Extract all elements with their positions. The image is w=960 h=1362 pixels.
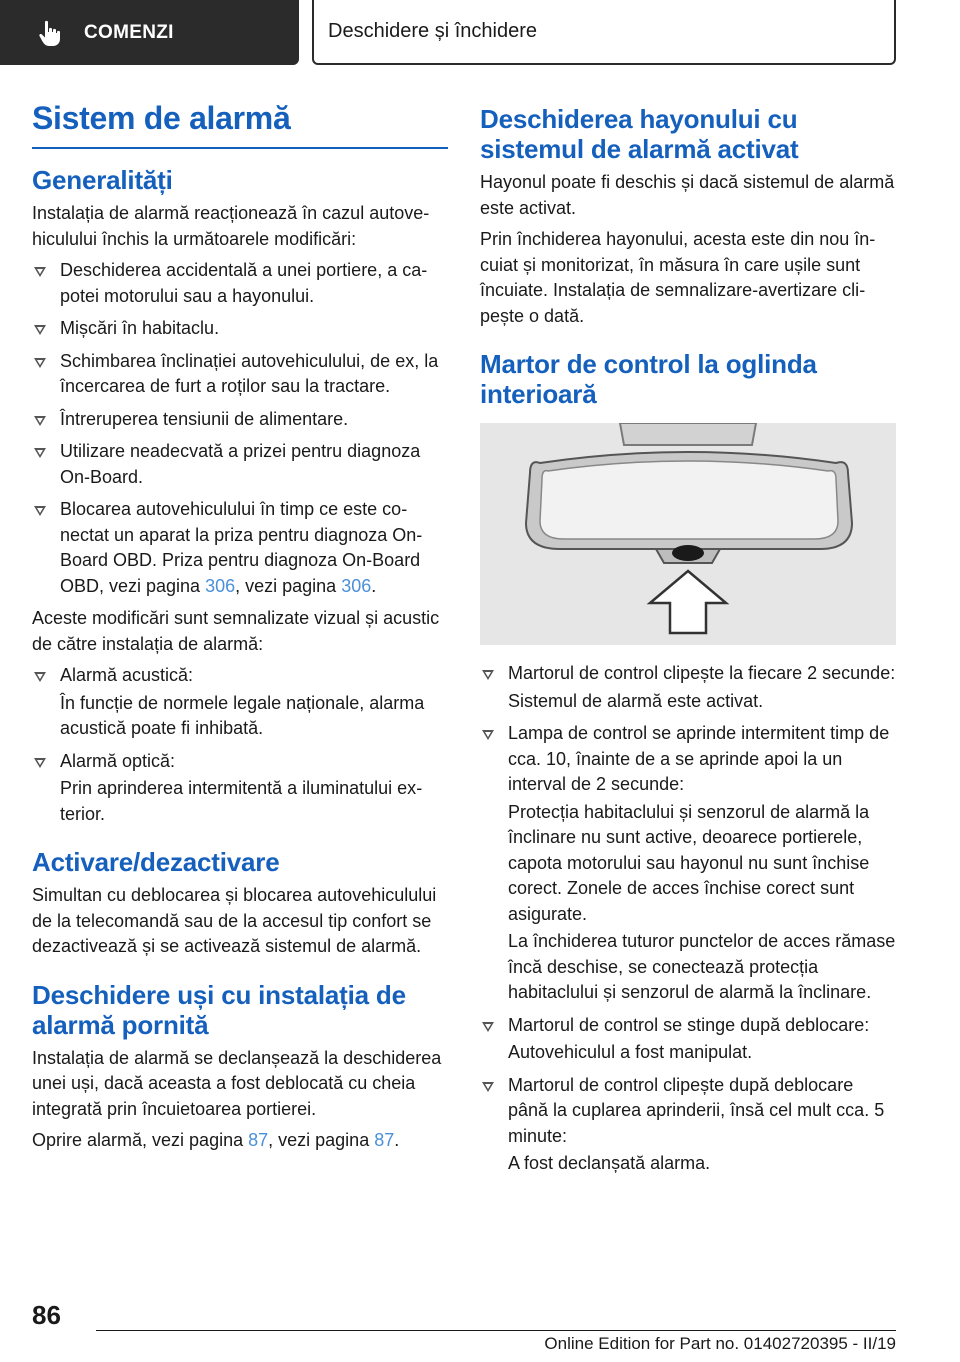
heading-activare: Activare/dezactivare [32, 847, 280, 877]
heading-usi: Deschidere uși cu instalația de alarmă pornită [32, 979, 406, 1040]
list-item: Lampa de control se aprinde intermitent timp de cca. 10, înainte de a se aprinde apoi la un interval de 2 secunde: Protecția habitaclului și senzorul de alarmă la înclinare nu sunt active, deoarece portierele, capota motorului sau hayonul nu sunt închise corect. Zonele de acces închise corect sunt asigurate. La închiderea tuturor punctelor de acces rămase încă deschise, se conectează protecția habitaclului și senzorul de alarmă la înclinare. [480, 721, 896, 1006]
hayon-p2: Prin închiderea hayonului, acesta este din nou încuiat și monitorizat, în măsura în care ușile sunt încuiate. Instalația de semnalizare-avertizare clipește o dată. [480, 229, 876, 326]
activare-text: Simultan cu deblocarea și blocarea autovehiculului de la telecomandă sau de la accesul tip confort se dezactivează și se activează sistemul de alarmă. [32, 885, 437, 956]
triangle-bullet-icon [34, 358, 46, 368]
page-number: 86 [32, 1300, 61, 1330]
list-item: Deschiderea accidentală a unei portiere, a capotei motorului sau a hayonului. [32, 258, 448, 309]
list-item: Schimbarea înclinației autovehiculului, de ex, la încercarea de furt a roților sau la tractare. [32, 349, 448, 400]
triangle-bullet-icon [34, 758, 46, 768]
list-item: Martorul de control clipește la fiecare 2 secunde: Sistemul de alarmă este activat. [480, 661, 896, 714]
edition-text: Online Edition for Part no. 01402720395 - II/19 [544, 1334, 896, 1353]
list-item: Alarmă optică: Prin aprinderea intermitentă a iluminatului exterior. [32, 749, 448, 828]
right-column [480, 104, 896, 1184]
stop-alarm-text: Oprire alarmă, vezi pagina 87, vezi pagina 87. [32, 1130, 400, 1150]
hayon-p1: Hayonul poate fi deschis și dacă sistemul de alarmă este activat. [480, 172, 895, 218]
triangle-bullet-icon [34, 448, 46, 458]
footer-divider [96, 1330, 896, 1331]
trigger-list [32, 258, 448, 599]
triangle-bullet-icon [482, 670, 494, 680]
chapter-tab-label: COMENZI [84, 21, 174, 43]
page-link-306[interactable]: 306 [205, 575, 236, 596]
indicator-states-list [480, 661, 896, 1177]
triangle-bullet-icon [482, 1022, 494, 1032]
section-title: Deschidere și închidere [312, 0, 896, 65]
triangle-bullet-icon [34, 506, 46, 516]
chapter-tab[interactable] [0, 0, 299, 65]
alarm-type-list [32, 663, 448, 827]
generalitati-intro: Instalația de alarmă reacționează în cazul autovehiculului închis la următoarele modificări: [32, 203, 430, 249]
heading-martor: Martor de control la oglinda interioară [480, 349, 817, 409]
triangle-bullet-icon [34, 325, 46, 335]
triangle-bullet-icon [482, 1082, 494, 1092]
left-column [32, 100, 448, 1160]
usi-text: Instalația de alarmă se declanșează la deschiderea unei uși, dacă aceasta a fost deblocată cu cheia integrată prin încuietoarea portierei. [32, 1047, 442, 1119]
list-item: Utilizare neadecvată a prizei pentru diagnoza On-Board. [32, 439, 448, 490]
list-item: Întreruperea tensiunii de alimentare. [32, 407, 448, 433]
mirror-indicator-illustration [480, 423, 896, 645]
list-item: Martorul de control clipește după deblocare până la cuplarea aprinderii, însă cel mult cca. 5 minute: A fost declanșată alarma. [480, 1073, 896, 1177]
page-link-87[interactable]: 87 [374, 1130, 395, 1150]
heading-generalitati: Generalități [32, 165, 173, 195]
page-title: Sistem de alarmă [32, 100, 448, 149]
list-item: Martorul de control se stinge după deblocare: Autovehiculul a fost manipulat. [480, 1013, 896, 1066]
signal-intro: Aceste modificări sunt semnalizate vizual și acustic de către instalația de alarmă: [32, 608, 440, 654]
heading-hayon: Deschiderea hayonului cu sistemul de alarmă activat [480, 104, 799, 164]
list-item: Blocarea autovehiculului în timp ce este conectat un aparat la priza pentru diagnoza On-Board OBD. Priza pentru diagnoza On-Board OBD, vezi pagina 306, vezi pagina 306. [32, 497, 448, 599]
page-link-87[interactable]: 87 [248, 1130, 269, 1150]
triangle-bullet-icon [34, 267, 46, 277]
triangle-bullet-icon [482, 730, 494, 740]
hand-pointer-icon [36, 18, 66, 48]
list-item: Mișcări în habitaclu. [32, 316, 448, 342]
triangle-bullet-icon [34, 672, 46, 682]
page-link-306[interactable]: 306 [341, 575, 372, 596]
triangle-bullet-icon [34, 416, 46, 426]
list-item: Alarmă acustică: În funcție de normele legale naționale, alarma acustică poate fi inhibată. [32, 663, 448, 742]
